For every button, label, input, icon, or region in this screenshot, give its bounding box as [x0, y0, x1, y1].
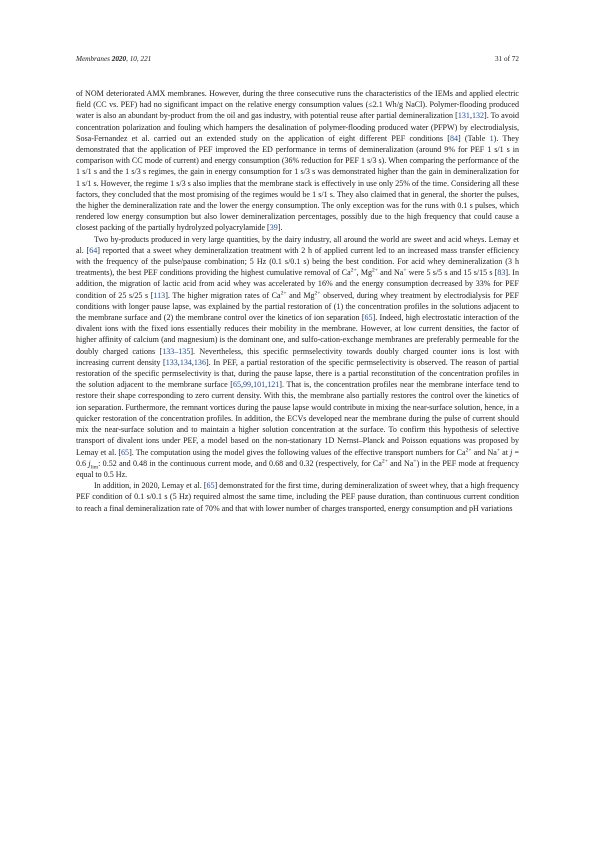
superscript: +	[413, 458, 417, 465]
superscript: 2+	[372, 267, 378, 274]
math-symbol: j	[88, 458, 91, 468]
citation-link[interactable]: 136	[193, 357, 206, 367]
paragraph-p2: Two by-products produced in very large quantities, by the dairy industry, all around the world are sweet and acid wheys. Lemay et al. [64] reported that a sweet whey demineralization treatment with 2 h of applied current led to an increased mass transfer efficiency with the frequency of the pulse/pause combination; 5 Hz (0.1 s/0.1 s) being the best condition. For acid whey demineralization (3 h treatments), the best PEF conditions providing the highest cumulative removal of $Ca^{2+}$, $Mg^{2+}$ and Na+ were 5 s/5 s and 15 s/15 s [83]. In addition, the migration of lactic acid from acid whey was accelerated by 16% and the energy consumption decreased by 33% for PEF condition of 25 s/25 s [113]. The higher migration rates of $Ca^{2+}$ and $Mg^{2+}$ observed, during whey treatment by electrodialysis for PEF conditions with longer pause lapse, was explained by the partial restoration of (1) the concentration profiles in the solutions adjacent to the membrane surface and (2) the membrane control over the kinetics of ion separation [65]. Indeed, high electrostatic interaction of the divalent ions with the fixed ions essentially reduces their mobility in the membrane. However, at low current densities, the factor of higher affinity of calcium (and magnesium) is the dominant one, and sulfo-cation-exchange membranes are preferably permeable for the doubly charged cations [133–135]. Nevertheless, this specific permselectivity towards doubly charged counter ions is lost with increasing current density [133,134,136]. In PEF, a partial restoration of the specific permselectivity is observed. The reason of partial restoration of the specific permselectivity is that, during the pause lapse, there is a partial reconstitution of the concentration profiles in the solution adjacent to the membrane surface [65,99,101,121]. That is, the concentration profiles near the membrane interface tend to restore their shape corresponding to zero current density. With this, the membrane also partially restores the control over the kinetics of ion separation. Furthermore, the remnant vortices during the pause lapse would contribute in mixing the near-surface solution, hence, in a quicker restoration of the concentration profiles. In addition, the ECVs developed near the membrane during the pulse of current should mix the near-surface solution and to maintain a higher solution concentration at the surface. To confirm this hypothesis of selective transport of divalent ions under PEF, a model based on the non-stationary 1D Nernst–Planck and Poisson equations was proposed by Lemay et al. [65]. The computation using the model gives the following values of the effective transport numbers for $Ca^{2+}$ and Na+ at j = 0.6 $j_{lim}$: 0.52 and 0.48 in the continuous current mode, and 0.68 and 0.32 (respectively, for $Ca^{2+}$ and Na+) in the PEF mode at frequency equal to 0.5 Hz.	[76, 234, 520, 479]
subscript: lim	[90, 464, 99, 471]
page-number: 31 of 72	[495, 55, 519, 63]
citation-link[interactable]: 84	[449, 133, 458, 143]
citation-link[interactable]: 65	[206, 481, 215, 491]
journal-year: 2020	[111, 55, 127, 63]
paragraph-p1: of NOM deteriorated AMX membranes. However, during the three consecutive runs the characteristics of the IEMs and applied electric field (CC vs. PEF) had no significant impact on the relative energy consumption values (≤2.1 Wh/g NaCl). Polymer-flooding produced water is also an abundant by-product from the oil and gas industry, with potential reuse after partial demineralization [131,132]. To avoid concentration polarization and fouling which hampers the desalination of polymer-flooding produced water (PFPW) by electrodialysis, Sosa-Fernandez et al. carried out an extended study on the application of eight different PEF conditions [84] (Table 1). They demonstrated that the application of PEF improved the ED performance in terms of demineralization (around 9% for PEF 1 s/1 s in comparison with CC mode of current) and energy consumption (36% reduction for PEF 1 s/3 s). When comparing the performance of the 1 s/1 s and the 1 s/3 s regimes, the gain in energy consumption for 1 s/3 s was demonstrated higher than the gain in demineralization for 1 s/1 s. However, the regime 1 s/3 s also implies that the membrane stack is effectively in use only 25% of the time. Considering all these factors, they concluded that the most promising of the regimes would be 1 s/1 s. They also claimed that in general, the shorter the pulses, the higher the demineralization rate and the lower the energy consumption. The only exception was for the runs with 0.1 s pulses, which rendered low energy consumption but also lower demineralization percentages, possibly due to the high frequency that could cause a closest packing of the partially hydrolyzed polyacrylamide [39].	[76, 89, 520, 233]
citation-link[interactable]: 65	[121, 447, 130, 457]
citation-link[interactable]: 1	[489, 133, 494, 143]
citation-link[interactable]: 133	[165, 357, 178, 367]
math-symbol: j	[510, 447, 513, 457]
citation-link[interactable]: 39	[269, 223, 278, 233]
superscript: 2+	[381, 458, 388, 465]
citation-link[interactable]: 65	[364, 313, 373, 323]
citation-link[interactable]: 83	[497, 268, 506, 278]
journal-name: Membranes	[76, 55, 110, 63]
citation-link[interactable]: 132	[471, 111, 485, 121]
running-header	[76, 55, 519, 63]
citation-link[interactable]: 133–135	[162, 346, 191, 356]
paragraph-p3: In addition, in 2020, Lemay et al. [65] demonstrated for the first time, during demineralization of sweet whey, that a high frequency PEF condition of 0.1 s/0.1 s (5 Hz) required almost the same time, including the PEF pause duration, than continuous current condition to reach a final demineralization rate of 70% and that with lower number of charges transported, energy consumption and pH variations	[76, 481, 519, 513]
superscript: +	[403, 267, 407, 274]
body-text	[76, 88, 519, 514]
citation-link[interactable]: 113	[153, 290, 166, 300]
journal-volume: , 10, 221	[126, 55, 152, 63]
citation-link[interactable]: 65	[232, 380, 242, 390]
citation-link[interactable]: 99	[243, 380, 252, 390]
citation-link[interactable]: 131	[457, 111, 470, 121]
citation-link[interactable]: 134	[179, 357, 192, 367]
citation-link[interactable]: 101	[253, 380, 266, 390]
superscript: 2+	[465, 446, 472, 453]
superscript: +	[496, 446, 500, 453]
citation-link[interactable]: 121	[267, 380, 280, 390]
superscript: 2+	[314, 289, 321, 296]
superscript: 2+	[280, 289, 287, 296]
journal-citation	[76, 55, 151, 63]
superscript: 2+	[350, 267, 357, 274]
citation-link[interactable]: 64	[89, 245, 98, 255]
